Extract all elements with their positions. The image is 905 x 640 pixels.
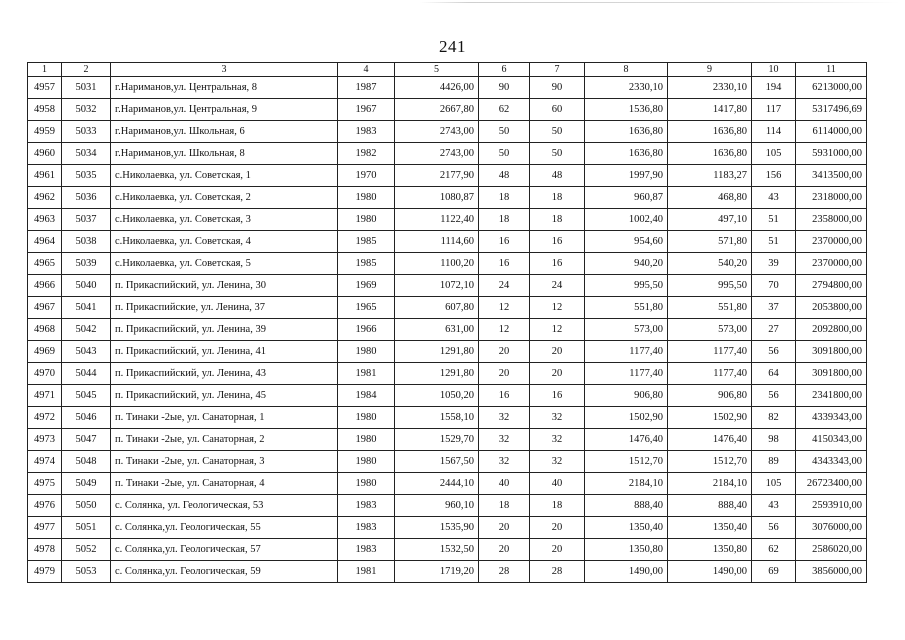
table-cell-col-1: 4972 — [28, 407, 62, 429]
table-cell-col-9: 1177,40 — [668, 363, 752, 385]
table-cell-col-1: 4966 — [28, 275, 62, 297]
table-cell-col-8: 995,50 — [585, 275, 668, 297]
table-cell-col-2: 5038 — [62, 231, 111, 253]
table-cell-col-10: 114 — [752, 121, 796, 143]
table-cell-col-7: 40 — [530, 473, 585, 495]
table-cell-col-2: 5033 — [62, 121, 111, 143]
table-cell-col-5: 1050,20 — [395, 385, 479, 407]
table-cell-col-5: 2177,90 — [395, 165, 479, 187]
table-cell-col-7: 20 — [530, 341, 585, 363]
table-cell-col-5: 1558,10 — [395, 407, 479, 429]
table-cell-col-8: 551,80 — [585, 297, 668, 319]
table-cell-col-11: 5931000,00 — [796, 143, 867, 165]
table-row — [28, 429, 867, 451]
table-cell-col-8: 1502,90 — [585, 407, 668, 429]
table-cell-col-9: 1636,80 — [668, 143, 752, 165]
table-cell-col-1: 4963 — [28, 209, 62, 231]
table-cell-col-7: 12 — [530, 297, 585, 319]
column-header-3: 3 — [111, 63, 338, 77]
table-row — [28, 143, 867, 165]
table-cell-col-6: 20 — [479, 517, 530, 539]
table-cell-col-10: 62 — [752, 539, 796, 561]
table-cell-col-5: 2444,10 — [395, 473, 479, 495]
table-cell-col-3: п. Прикаспийский, ул. Ленина, 45 — [111, 385, 338, 407]
table-cell-col-4: 1983 — [338, 539, 395, 561]
table-cell-col-11: 3413500,00 — [796, 165, 867, 187]
table-body — [28, 77, 867, 583]
table-cell-col-3: с. Солянка,ул. Геологическая, 55 — [111, 517, 338, 539]
table-cell-col-4: 1981 — [338, 363, 395, 385]
table-cell-col-10: 70 — [752, 275, 796, 297]
table-cell-col-5: 1100,20 — [395, 253, 479, 275]
table-cell-col-5: 960,10 — [395, 495, 479, 517]
table-cell-col-4: 1980 — [338, 429, 395, 451]
column-header-7: 7 — [530, 63, 585, 77]
table-cell-col-8: 1512,70 — [585, 451, 668, 473]
table-cell-col-9: 468,80 — [668, 187, 752, 209]
table-cell-col-10: 51 — [752, 209, 796, 231]
table-cell-col-8: 1490,00 — [585, 561, 668, 583]
table-cell-col-5: 607,80 — [395, 297, 479, 319]
property-register-table — [27, 62, 867, 583]
table-row — [28, 385, 867, 407]
table-cell-col-7: 48 — [530, 165, 585, 187]
table-cell-col-7: 32 — [530, 429, 585, 451]
table-cell-col-1: 4969 — [28, 341, 62, 363]
table-cell-col-4: 1980 — [338, 407, 395, 429]
table-cell-col-9: 1350,40 — [668, 517, 752, 539]
table-cell-col-9: 995,50 — [668, 275, 752, 297]
table-cell-col-5: 1080,87 — [395, 187, 479, 209]
table-cell-col-6: 24 — [479, 275, 530, 297]
table-cell-col-6: 20 — [479, 539, 530, 561]
table-cell-col-4: 1966 — [338, 319, 395, 341]
table-cell-col-6: 16 — [479, 385, 530, 407]
table-cell-col-4: 1984 — [338, 385, 395, 407]
table-cell-col-6: 18 — [479, 187, 530, 209]
table-cell-col-11: 3091800,00 — [796, 363, 867, 385]
column-header-6: 6 — [479, 63, 530, 77]
table-cell-col-7: 24 — [530, 275, 585, 297]
table-row — [28, 341, 867, 363]
table-cell-col-3: г.Нариманов,ул. Центральная, 8 — [111, 77, 338, 99]
table-cell-col-7: 16 — [530, 231, 585, 253]
table-cell-col-11: 6114000,00 — [796, 121, 867, 143]
table-cell-col-7: 18 — [530, 495, 585, 517]
table-cell-col-6: 40 — [479, 473, 530, 495]
table-cell-col-4: 1980 — [338, 187, 395, 209]
table-cell-col-2: 5051 — [62, 517, 111, 539]
table-cell-col-4: 1969 — [338, 275, 395, 297]
table-cell-col-9: 1512,70 — [668, 451, 752, 473]
table-cell-col-8: 906,80 — [585, 385, 668, 407]
table-cell-col-7: 28 — [530, 561, 585, 583]
table-cell-col-10: 98 — [752, 429, 796, 451]
table-cell-col-9: 1490,00 — [668, 561, 752, 583]
table-cell-col-9: 1177,40 — [668, 341, 752, 363]
table-cell-col-6: 62 — [479, 99, 530, 121]
table-cell-col-2: 5031 — [62, 77, 111, 99]
table-cell-col-10: 27 — [752, 319, 796, 341]
table-cell-col-9: 551,80 — [668, 297, 752, 319]
table-cell-col-8: 1536,80 — [585, 99, 668, 121]
table-cell-col-4: 1980 — [338, 341, 395, 363]
table-cell-col-10: 69 — [752, 561, 796, 583]
table-cell-col-11: 4150343,00 — [796, 429, 867, 451]
table-cell-col-9: 1636,80 — [668, 121, 752, 143]
table-cell-col-6: 20 — [479, 341, 530, 363]
table-cell-col-10: 82 — [752, 407, 796, 429]
table-cell-col-2: 5039 — [62, 253, 111, 275]
column-header-4: 4 — [338, 63, 395, 77]
table-cell-col-10: 105 — [752, 473, 796, 495]
table-cell-col-1: 4965 — [28, 253, 62, 275]
table-cell-col-2: 5036 — [62, 187, 111, 209]
table-cell-col-9: 571,80 — [668, 231, 752, 253]
column-header-10: 10 — [752, 63, 796, 77]
table-cell-col-3: п. Прикаспийские, ул. Ленина, 37 — [111, 297, 338, 319]
table-cell-col-4: 1985 — [338, 253, 395, 275]
table-cell-col-7: 12 — [530, 319, 585, 341]
table-cell-col-2: 5049 — [62, 473, 111, 495]
table-cell-col-1: 4973 — [28, 429, 62, 451]
table-cell-col-6: 16 — [479, 253, 530, 275]
table-cell-col-11: 6213000,00 — [796, 77, 867, 99]
table-header — [28, 63, 867, 77]
table-row — [28, 539, 867, 561]
table-cell-col-1: 4958 — [28, 99, 62, 121]
table-row — [28, 451, 867, 473]
table-cell-col-1: 4957 — [28, 77, 62, 99]
table-cell-col-3: с.Николаевка, ул. Советская, 1 — [111, 165, 338, 187]
table-cell-col-10: 156 — [752, 165, 796, 187]
table-cell-col-3: г.Нариманов,ул. Школьная, 6 — [111, 121, 338, 143]
table-row — [28, 319, 867, 341]
table-cell-col-4: 1970 — [338, 165, 395, 187]
column-header-11: 11 — [796, 63, 867, 77]
table-cell-col-6: 28 — [479, 561, 530, 583]
table-cell-col-9: 1476,40 — [668, 429, 752, 451]
table-cell-col-10: 117 — [752, 99, 796, 121]
table-cell-col-11: 2358000,00 — [796, 209, 867, 231]
table-cell-col-4: 1965 — [338, 297, 395, 319]
table-cell-col-1: 4960 — [28, 143, 62, 165]
table-cell-col-11: 3091800,00 — [796, 341, 867, 363]
table-cell-col-9: 888,40 — [668, 495, 752, 517]
table-cell-col-5: 1535,90 — [395, 517, 479, 539]
table-row — [28, 275, 867, 297]
table-cell-col-3: с.Николаевка, ул. Советская, 3 — [111, 209, 338, 231]
table-cell-col-8: 2184,10 — [585, 473, 668, 495]
table-cell-col-1: 4971 — [28, 385, 62, 407]
table-cell-col-11: 2318000,00 — [796, 187, 867, 209]
table-cell-col-7: 20 — [530, 539, 585, 561]
table-cell-col-3: с.Николаевка, ул. Советская, 2 — [111, 187, 338, 209]
table-cell-col-6: 32 — [479, 407, 530, 429]
table-cell-col-7: 18 — [530, 187, 585, 209]
table-row — [28, 363, 867, 385]
table-cell-col-3: п. Прикаспийский, ул. Ленина, 39 — [111, 319, 338, 341]
table-cell-col-5: 1291,80 — [395, 363, 479, 385]
table-cell-col-4: 1967 — [338, 99, 395, 121]
table-row — [28, 121, 867, 143]
table-cell-col-7: 50 — [530, 143, 585, 165]
table-cell-col-8: 1476,40 — [585, 429, 668, 451]
table-cell-col-8: 1002,40 — [585, 209, 668, 231]
table-cell-col-8: 940,20 — [585, 253, 668, 275]
table-cell-col-3: п. Тинаки -2ые, ул. Санаторная, 2 — [111, 429, 338, 451]
table-row — [28, 297, 867, 319]
table-cell-col-9: 540,20 — [668, 253, 752, 275]
table-cell-col-3: г.Нариманов,ул. Школьная, 8 — [111, 143, 338, 165]
table-cell-col-3: с. Солянка,ул. Геологическая, 57 — [111, 539, 338, 561]
table-cell-col-6: 90 — [479, 77, 530, 99]
table-cell-col-11: 2593910,00 — [796, 495, 867, 517]
table-cell-col-10: 56 — [752, 385, 796, 407]
table-cell-col-5: 2743,00 — [395, 121, 479, 143]
table-cell-col-9: 1183,27 — [668, 165, 752, 187]
table-cell-col-10: 89 — [752, 451, 796, 473]
table-cell-col-11: 5317496,69 — [796, 99, 867, 121]
table-cell-col-10: 37 — [752, 297, 796, 319]
table-cell-col-4: 1980 — [338, 209, 395, 231]
table-cell-col-6: 32 — [479, 451, 530, 473]
header-row — [28, 63, 867, 77]
table-cell-col-11: 2341800,00 — [796, 385, 867, 407]
table-cell-col-10: 43 — [752, 187, 796, 209]
table-cell-col-4: 1987 — [338, 77, 395, 99]
table-cell-col-8: 1177,40 — [585, 363, 668, 385]
table-cell-col-1: 4979 — [28, 561, 62, 583]
table-cell-col-10: 56 — [752, 341, 796, 363]
table-cell-col-2: 5037 — [62, 209, 111, 231]
table-cell-col-4: 1985 — [338, 231, 395, 253]
table-cell-col-10: 51 — [752, 231, 796, 253]
table-cell-col-3: п. Прикаспийский, ул. Ленина, 43 — [111, 363, 338, 385]
table-cell-col-3: с.Николаевка, ул. Советская, 4 — [111, 231, 338, 253]
table-cell-col-11: 2370000,00 — [796, 253, 867, 275]
table-cell-col-3: с. Солянка,ул. Геологическая, 59 — [111, 561, 338, 583]
table-cell-col-2: 5035 — [62, 165, 111, 187]
table-cell-col-11: 4343343,00 — [796, 451, 867, 473]
table-cell-col-2: 5042 — [62, 319, 111, 341]
table-cell-col-2: 5045 — [62, 385, 111, 407]
table-cell-col-6: 16 — [479, 231, 530, 253]
table-cell-col-9: 497,10 — [668, 209, 752, 231]
column-header-8: 8 — [585, 63, 668, 77]
table-cell-col-1: 4975 — [28, 473, 62, 495]
table-cell-col-7: 90 — [530, 77, 585, 99]
column-header-9: 9 — [668, 63, 752, 77]
table-cell-col-8: 954,60 — [585, 231, 668, 253]
table-cell-col-10: 39 — [752, 253, 796, 275]
table-cell-col-9: 1350,80 — [668, 539, 752, 561]
table-cell-col-11: 4339343,00 — [796, 407, 867, 429]
table-row — [28, 165, 867, 187]
table-cell-col-6: 32 — [479, 429, 530, 451]
table-cell-col-5: 1291,80 — [395, 341, 479, 363]
table-cell-col-2: 5041 — [62, 297, 111, 319]
table-row — [28, 77, 867, 99]
table-cell-col-2: 5050 — [62, 495, 111, 517]
table-cell-col-6: 50 — [479, 143, 530, 165]
table-cell-col-9: 573,00 — [668, 319, 752, 341]
table-cell-col-4: 1983 — [338, 121, 395, 143]
table-cell-col-4: 1981 — [338, 561, 395, 583]
scan-artifact-line — [420, 2, 900, 3]
table-row — [28, 187, 867, 209]
column-header-5: 5 — [395, 63, 479, 77]
table-cell-col-6: 50 — [479, 121, 530, 143]
table-row — [28, 407, 867, 429]
table-cell-col-6: 12 — [479, 297, 530, 319]
table-cell-col-1: 4974 — [28, 451, 62, 473]
table-cell-col-11: 2586020,00 — [796, 539, 867, 561]
table-cell-col-4: 1980 — [338, 451, 395, 473]
table-cell-col-7: 16 — [530, 385, 585, 407]
table-cell-col-8: 888,40 — [585, 495, 668, 517]
table-cell-col-11: 2092800,00 — [796, 319, 867, 341]
table-row — [28, 495, 867, 517]
table-cell-col-1: 4978 — [28, 539, 62, 561]
table-cell-col-8: 1636,80 — [585, 143, 668, 165]
table-cell-col-2: 5048 — [62, 451, 111, 473]
table-cell-col-4: 1980 — [338, 473, 395, 495]
table-cell-col-5: 1567,50 — [395, 451, 479, 473]
table-cell-col-1: 4967 — [28, 297, 62, 319]
table-row — [28, 99, 867, 121]
table-cell-col-8: 573,00 — [585, 319, 668, 341]
table-cell-col-4: 1983 — [338, 495, 395, 517]
table-row — [28, 253, 867, 275]
table-cell-col-11: 3076000,00 — [796, 517, 867, 539]
table-cell-col-2: 5032 — [62, 99, 111, 121]
table-cell-col-5: 1114,60 — [395, 231, 479, 253]
table-cell-col-5: 1529,70 — [395, 429, 479, 451]
table-cell-col-8: 1350,40 — [585, 517, 668, 539]
table-cell-col-2: 5047 — [62, 429, 111, 451]
table-cell-col-1: 4961 — [28, 165, 62, 187]
column-header-2: 2 — [62, 63, 111, 77]
table-cell-col-9: 1502,90 — [668, 407, 752, 429]
table-cell-col-5: 1122,40 — [395, 209, 479, 231]
table-cell-col-1: 4970 — [28, 363, 62, 385]
table-cell-col-6: 12 — [479, 319, 530, 341]
table-cell-col-8: 1636,80 — [585, 121, 668, 143]
table-cell-col-8: 2330,10 — [585, 77, 668, 99]
table-cell-col-10: 105 — [752, 143, 796, 165]
table-cell-col-5: 1719,20 — [395, 561, 479, 583]
table-cell-col-7: 16 — [530, 253, 585, 275]
table-cell-col-7: 20 — [530, 363, 585, 385]
table-cell-col-4: 1983 — [338, 517, 395, 539]
table-cell-col-11: 2370000,00 — [796, 231, 867, 253]
page-number: 241 — [439, 37, 466, 56]
table-cell-col-7: 18 — [530, 209, 585, 231]
table-cell-col-6: 18 — [479, 495, 530, 517]
table-cell-col-11: 3856000,00 — [796, 561, 867, 583]
table-cell-col-3: п. Тинаки -2ые, ул. Санаторная, 4 — [111, 473, 338, 495]
table-cell-col-4: 1982 — [338, 143, 395, 165]
table-cell-col-11: 26723400,00 — [796, 473, 867, 495]
table-cell-col-1: 4959 — [28, 121, 62, 143]
table-cell-col-1: 4968 — [28, 319, 62, 341]
table-cell-col-5: 631,00 — [395, 319, 479, 341]
table-cell-col-1: 4977 — [28, 517, 62, 539]
table-cell-col-9: 2184,10 — [668, 473, 752, 495]
table-row — [28, 209, 867, 231]
table-cell-col-9: 2330,10 — [668, 77, 752, 99]
table-cell-col-2: 5034 — [62, 143, 111, 165]
table-cell-col-10: 56 — [752, 517, 796, 539]
table-cell-col-10: 64 — [752, 363, 796, 385]
table-cell-col-8: 960,87 — [585, 187, 668, 209]
table-cell-col-2: 5053 — [62, 561, 111, 583]
table-cell-col-11: 2794800,00 — [796, 275, 867, 297]
table-cell-col-3: г.Нариманов,ул. Центральная, 9 — [111, 99, 338, 121]
table-cell-col-5: 1532,50 — [395, 539, 479, 561]
table-row — [28, 231, 867, 253]
table-cell-col-10: 194 — [752, 77, 796, 99]
table-cell-col-5: 1072,10 — [395, 275, 479, 297]
table-cell-col-11: 2053800,00 — [796, 297, 867, 319]
table-cell-col-1: 4964 — [28, 231, 62, 253]
table-cell-col-7: 20 — [530, 517, 585, 539]
table-cell-col-6: 48 — [479, 165, 530, 187]
table-cell-col-6: 18 — [479, 209, 530, 231]
table-cell-col-7: 32 — [530, 407, 585, 429]
table-cell-col-7: 60 — [530, 99, 585, 121]
table-cell-col-7: 32 — [530, 451, 585, 473]
table-cell-col-2: 5052 — [62, 539, 111, 561]
table-cell-col-6: 20 — [479, 363, 530, 385]
table-row — [28, 517, 867, 539]
table-cell-col-3: п. Прикаспийский, ул. Ленина, 41 — [111, 341, 338, 363]
table-cell-col-9: 1417,80 — [668, 99, 752, 121]
table-cell-col-5: 4426,00 — [395, 77, 479, 99]
table-cell-col-1: 4962 — [28, 187, 62, 209]
table-cell-col-2: 5044 — [62, 363, 111, 385]
table-cell-col-8: 1350,80 — [585, 539, 668, 561]
table-cell-col-2: 5043 — [62, 341, 111, 363]
table-cell-col-3: с.Николаевка, ул. Советская, 5 — [111, 253, 338, 275]
table-cell-col-3: п. Тинаки -2ые, ул. Санаторная, 3 — [111, 451, 338, 473]
column-header-1: 1 — [28, 63, 62, 77]
table-cell-col-3: п. Тинаки -2ые, ул. Санаторная, 1 — [111, 407, 338, 429]
table-cell-col-8: 1997,90 — [585, 165, 668, 187]
table-cell-col-2: 5040 — [62, 275, 111, 297]
table-cell-col-10: 43 — [752, 495, 796, 517]
table-cell-col-3: с. Солянка, ул. Геологическая, 53 — [111, 495, 338, 517]
table-row — [28, 561, 867, 583]
table-cell-col-1: 4976 — [28, 495, 62, 517]
table-cell-col-3: п. Прикаспийский, ул. Ленина, 30 — [111, 275, 338, 297]
table-cell-col-7: 50 — [530, 121, 585, 143]
table-cell-col-8: 1177,40 — [585, 341, 668, 363]
table-cell-col-2: 5046 — [62, 407, 111, 429]
table-cell-col-5: 2743,00 — [395, 143, 479, 165]
table-row — [28, 473, 867, 495]
table-cell-col-5: 2667,80 — [395, 99, 479, 121]
table-cell-col-9: 906,80 — [668, 385, 752, 407]
